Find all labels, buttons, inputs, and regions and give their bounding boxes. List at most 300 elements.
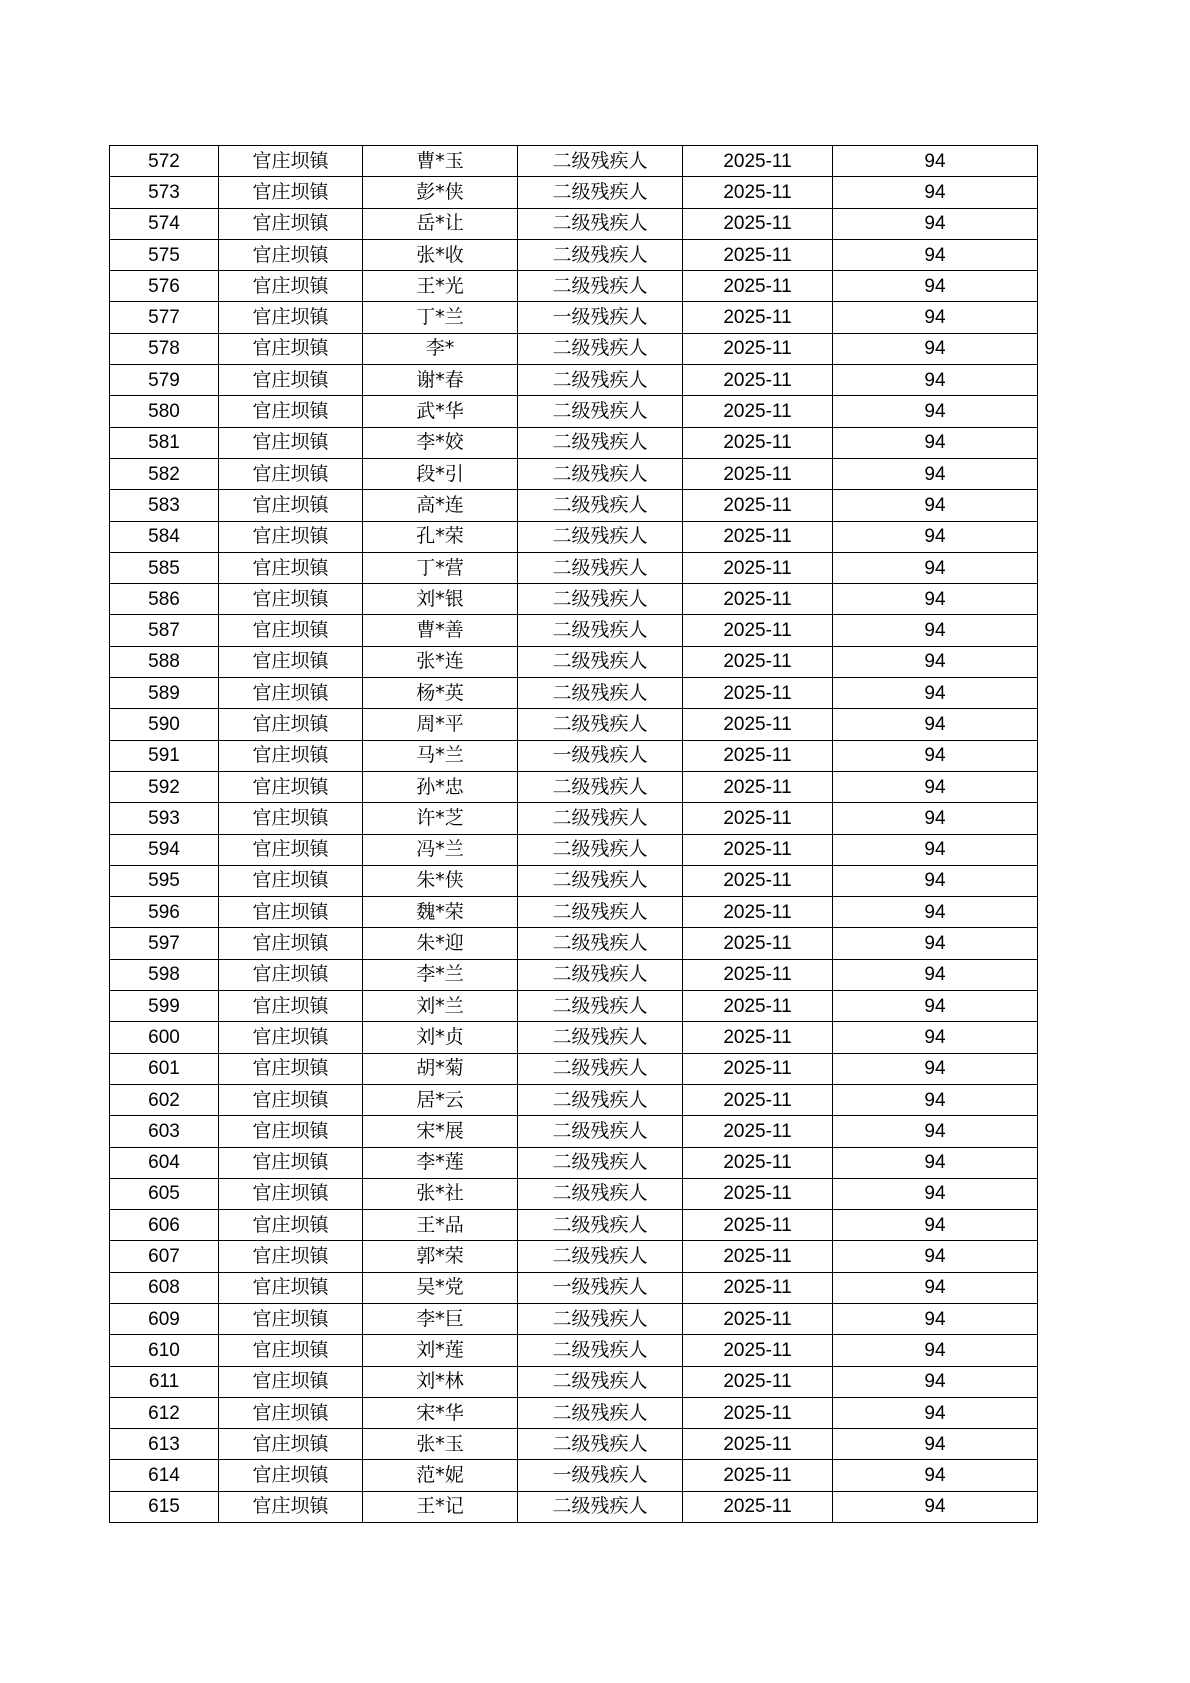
amount-cell: 94 bbox=[833, 1116, 1038, 1147]
row-number-cell: 578 bbox=[110, 333, 219, 364]
row-number-cell: 600 bbox=[110, 1022, 219, 1053]
month-cell: 2025-11 bbox=[683, 1084, 833, 1115]
row-number-cell: 613 bbox=[110, 1429, 219, 1460]
disability-level-cell: 二级残疾人 bbox=[518, 490, 683, 521]
name-cell: 马*兰 bbox=[363, 740, 518, 771]
row-number-cell: 591 bbox=[110, 740, 219, 771]
month-cell: 2025-11 bbox=[683, 239, 833, 270]
month-cell: 2025-11 bbox=[683, 959, 833, 990]
amount-cell: 94 bbox=[833, 740, 1038, 771]
amount-cell: 94 bbox=[833, 396, 1038, 427]
name-cell: 许*芝 bbox=[363, 803, 518, 834]
disability-level-cell: 二级残疾人 bbox=[518, 584, 683, 615]
name-cell: 刘*银 bbox=[363, 584, 518, 615]
town-cell: 官庄坝镇 bbox=[219, 1022, 363, 1053]
table-row bbox=[110, 897, 1038, 928]
name-cell: 张*连 bbox=[363, 646, 518, 677]
disability-level-cell: 二级残疾人 bbox=[518, 615, 683, 646]
month-cell: 2025-11 bbox=[683, 365, 833, 396]
table-row bbox=[110, 646, 1038, 677]
row-number-cell: 589 bbox=[110, 678, 219, 709]
disability-level-cell: 二级残疾人 bbox=[518, 271, 683, 302]
town-cell: 官庄坝镇 bbox=[219, 897, 363, 928]
table-row bbox=[110, 239, 1038, 270]
table-row bbox=[110, 584, 1038, 615]
month-cell: 2025-11 bbox=[683, 709, 833, 740]
month-cell: 2025-11 bbox=[683, 834, 833, 865]
town-cell: 官庄坝镇 bbox=[219, 740, 363, 771]
table-row bbox=[110, 1460, 1038, 1491]
town-cell: 官庄坝镇 bbox=[219, 208, 363, 239]
disability-level-cell: 二级残疾人 bbox=[518, 1053, 683, 1084]
disability-level-cell: 二级残疾人 bbox=[518, 1397, 683, 1428]
disability-level-cell: 二级残疾人 bbox=[518, 865, 683, 896]
name-cell: 周*平 bbox=[363, 709, 518, 740]
amount-cell: 94 bbox=[833, 1241, 1038, 1272]
disability-level-cell: 二级残疾人 bbox=[518, 834, 683, 865]
town-cell: 官庄坝镇 bbox=[219, 1178, 363, 1209]
table-row bbox=[110, 678, 1038, 709]
town-cell: 官庄坝镇 bbox=[219, 615, 363, 646]
disability-level-cell: 二级残疾人 bbox=[518, 521, 683, 552]
month-cell: 2025-11 bbox=[683, 1116, 833, 1147]
row-number-cell: 586 bbox=[110, 584, 219, 615]
disability-level-cell: 二级残疾人 bbox=[518, 333, 683, 364]
month-cell: 2025-11 bbox=[683, 1335, 833, 1366]
table-row bbox=[110, 803, 1038, 834]
row-number-cell: 580 bbox=[110, 396, 219, 427]
amount-cell: 94 bbox=[833, 1084, 1038, 1115]
town-cell: 官庄坝镇 bbox=[219, 490, 363, 521]
amount-cell: 94 bbox=[833, 959, 1038, 990]
row-number-cell: 579 bbox=[110, 365, 219, 396]
town-cell: 官庄坝镇 bbox=[219, 584, 363, 615]
amount-cell: 94 bbox=[833, 584, 1038, 615]
amount-cell: 94 bbox=[833, 678, 1038, 709]
name-cell: 居*云 bbox=[363, 1084, 518, 1115]
row-number-cell: 611 bbox=[110, 1366, 219, 1397]
town-cell: 官庄坝镇 bbox=[219, 678, 363, 709]
name-cell: 李*姣 bbox=[363, 427, 518, 458]
disability-level-cell: 一级残疾人 bbox=[518, 302, 683, 333]
row-number-cell: 575 bbox=[110, 239, 219, 270]
row-number-cell: 603 bbox=[110, 1116, 219, 1147]
row-number-cell: 573 bbox=[110, 177, 219, 208]
name-cell: 李*巨 bbox=[363, 1303, 518, 1334]
table-row bbox=[110, 1397, 1038, 1428]
row-number-cell: 610 bbox=[110, 1335, 219, 1366]
month-cell: 2025-11 bbox=[683, 678, 833, 709]
table-row bbox=[110, 1147, 1038, 1178]
disability-level-cell: 二级残疾人 bbox=[518, 458, 683, 489]
disability-level-cell: 二级残疾人 bbox=[518, 177, 683, 208]
table-row bbox=[110, 865, 1038, 896]
town-cell: 官庄坝镇 bbox=[219, 928, 363, 959]
month-cell: 2025-11 bbox=[683, 552, 833, 583]
name-cell: 朱*迎 bbox=[363, 928, 518, 959]
name-cell: 段*引 bbox=[363, 458, 518, 489]
row-number-cell: 577 bbox=[110, 302, 219, 333]
amount-cell: 94 bbox=[833, 865, 1038, 896]
table-row bbox=[110, 177, 1038, 208]
name-cell: 吴*党 bbox=[363, 1272, 518, 1303]
disability-level-cell: 二级残疾人 bbox=[518, 552, 683, 583]
month-cell: 2025-11 bbox=[683, 1303, 833, 1334]
amount-cell: 94 bbox=[833, 552, 1038, 583]
town-cell: 官庄坝镇 bbox=[219, 365, 363, 396]
disability-level-cell: 二级残疾人 bbox=[518, 1116, 683, 1147]
name-cell: 李* bbox=[363, 333, 518, 364]
name-cell: 丁*营 bbox=[363, 552, 518, 583]
town-cell: 官庄坝镇 bbox=[219, 1147, 363, 1178]
month-cell: 2025-11 bbox=[683, 1429, 833, 1460]
row-number-cell: 601 bbox=[110, 1053, 219, 1084]
disability-level-cell: 二级残疾人 bbox=[518, 1084, 683, 1115]
town-cell: 官庄坝镇 bbox=[219, 709, 363, 740]
town-cell: 官庄坝镇 bbox=[219, 865, 363, 896]
row-number-cell: 606 bbox=[110, 1210, 219, 1241]
table-row bbox=[110, 1241, 1038, 1272]
town-cell: 官庄坝镇 bbox=[219, 302, 363, 333]
name-cell: 朱*侠 bbox=[363, 865, 518, 896]
town-cell: 官庄坝镇 bbox=[219, 521, 363, 552]
month-cell: 2025-11 bbox=[683, 396, 833, 427]
amount-cell: 94 bbox=[833, 1210, 1038, 1241]
amount-cell: 94 bbox=[833, 1366, 1038, 1397]
month-cell: 2025-11 bbox=[683, 740, 833, 771]
table-row bbox=[110, 1272, 1038, 1303]
month-cell: 2025-11 bbox=[683, 1366, 833, 1397]
town-cell: 官庄坝镇 bbox=[219, 239, 363, 270]
town-cell: 官庄坝镇 bbox=[219, 458, 363, 489]
table-row bbox=[110, 834, 1038, 865]
table-row bbox=[110, 1116, 1038, 1147]
town-cell: 官庄坝镇 bbox=[219, 1272, 363, 1303]
row-number-cell: 585 bbox=[110, 552, 219, 583]
disability-level-cell: 二级残疾人 bbox=[518, 959, 683, 990]
month-cell: 2025-11 bbox=[683, 1272, 833, 1303]
table-row bbox=[110, 709, 1038, 740]
town-cell: 官庄坝镇 bbox=[219, 1397, 363, 1428]
town-cell: 官庄坝镇 bbox=[219, 396, 363, 427]
amount-cell: 94 bbox=[833, 615, 1038, 646]
amount-cell: 94 bbox=[833, 1429, 1038, 1460]
month-cell: 2025-11 bbox=[683, 427, 833, 458]
name-cell: 孙*忠 bbox=[363, 771, 518, 802]
month-cell: 2025-11 bbox=[683, 302, 833, 333]
month-cell: 2025-11 bbox=[683, 1460, 833, 1491]
disability-level-cell: 二级残疾人 bbox=[518, 396, 683, 427]
month-cell: 2025-11 bbox=[683, 1178, 833, 1209]
name-cell: 杨*英 bbox=[363, 678, 518, 709]
table-row bbox=[110, 396, 1038, 427]
name-cell: 胡*菊 bbox=[363, 1053, 518, 1084]
month-cell: 2025-11 bbox=[683, 458, 833, 489]
table-row bbox=[110, 1022, 1038, 1053]
month-cell: 2025-11 bbox=[683, 271, 833, 302]
name-cell: 曹*玉 bbox=[363, 146, 518, 177]
month-cell: 2025-11 bbox=[683, 1147, 833, 1178]
row-number-cell: 574 bbox=[110, 208, 219, 239]
month-cell: 2025-11 bbox=[683, 1397, 833, 1428]
month-cell: 2025-11 bbox=[683, 1053, 833, 1084]
town-cell: 官庄坝镇 bbox=[219, 177, 363, 208]
amount-cell: 94 bbox=[833, 1178, 1038, 1209]
table-row bbox=[110, 771, 1038, 802]
table-body bbox=[110, 146, 1038, 1523]
month-cell: 2025-11 bbox=[683, 865, 833, 896]
amount-cell: 94 bbox=[833, 239, 1038, 270]
month-cell: 2025-11 bbox=[683, 584, 833, 615]
amount-cell: 94 bbox=[833, 427, 1038, 458]
amount-cell: 94 bbox=[833, 177, 1038, 208]
amount-cell: 94 bbox=[833, 146, 1038, 177]
amount-cell: 94 bbox=[833, 271, 1038, 302]
disability-level-cell: 二级残疾人 bbox=[518, 365, 683, 396]
row-number-cell: 615 bbox=[110, 1491, 219, 1522]
name-cell: 宋*华 bbox=[363, 1397, 518, 1428]
amount-cell: 94 bbox=[833, 709, 1038, 740]
name-cell: 谢*春 bbox=[363, 365, 518, 396]
town-cell: 官庄坝镇 bbox=[219, 333, 363, 364]
town-cell: 官庄坝镇 bbox=[219, 1116, 363, 1147]
town-cell: 官庄坝镇 bbox=[219, 959, 363, 990]
town-cell: 官庄坝镇 bbox=[219, 1210, 363, 1241]
town-cell: 官庄坝镇 bbox=[219, 1303, 363, 1334]
table-row bbox=[110, 271, 1038, 302]
month-cell: 2025-11 bbox=[683, 177, 833, 208]
table-row bbox=[110, 490, 1038, 521]
town-cell: 官庄坝镇 bbox=[219, 803, 363, 834]
name-cell: 张*社 bbox=[363, 1178, 518, 1209]
name-cell: 王*品 bbox=[363, 1210, 518, 1241]
amount-cell: 94 bbox=[833, 1303, 1038, 1334]
disability-level-cell: 二级残疾人 bbox=[518, 709, 683, 740]
month-cell: 2025-11 bbox=[683, 897, 833, 928]
table-row bbox=[110, 928, 1038, 959]
row-number-cell: 592 bbox=[110, 771, 219, 802]
disability-level-cell: 二级残疾人 bbox=[518, 1429, 683, 1460]
disability-level-cell: 二级残疾人 bbox=[518, 1210, 683, 1241]
row-number-cell: 572 bbox=[110, 146, 219, 177]
table-row bbox=[110, 1366, 1038, 1397]
amount-cell: 94 bbox=[833, 1147, 1038, 1178]
row-number-cell: 590 bbox=[110, 709, 219, 740]
table-row bbox=[110, 1053, 1038, 1084]
disability-level-cell: 二级残疾人 bbox=[518, 1366, 683, 1397]
disability-level-cell: 二级残疾人 bbox=[518, 1178, 683, 1209]
disability-level-cell: 二级残疾人 bbox=[518, 678, 683, 709]
disability-level-cell: 二级残疾人 bbox=[518, 991, 683, 1022]
row-number-cell: 607 bbox=[110, 1241, 219, 1272]
town-cell: 官庄坝镇 bbox=[219, 427, 363, 458]
amount-cell: 94 bbox=[833, 521, 1038, 552]
table-row bbox=[110, 1335, 1038, 1366]
row-number-cell: 587 bbox=[110, 615, 219, 646]
name-cell: 王*光 bbox=[363, 271, 518, 302]
disability-level-cell: 二级残疾人 bbox=[518, 1303, 683, 1334]
table-row bbox=[110, 1178, 1038, 1209]
row-number-cell: 614 bbox=[110, 1460, 219, 1491]
row-number-cell: 602 bbox=[110, 1084, 219, 1115]
table-row bbox=[110, 427, 1038, 458]
amount-cell: 94 bbox=[833, 1053, 1038, 1084]
row-number-cell: 597 bbox=[110, 928, 219, 959]
name-cell: 宋*展 bbox=[363, 1116, 518, 1147]
name-cell: 刘*莲 bbox=[363, 1335, 518, 1366]
disability-level-cell: 二级残疾人 bbox=[518, 146, 683, 177]
disability-level-cell: 二级残疾人 bbox=[518, 928, 683, 959]
row-number-cell: 604 bbox=[110, 1147, 219, 1178]
month-cell: 2025-11 bbox=[683, 1210, 833, 1241]
town-cell: 官庄坝镇 bbox=[219, 146, 363, 177]
table-row bbox=[110, 146, 1038, 177]
row-number-cell: 599 bbox=[110, 991, 219, 1022]
row-number-cell: 588 bbox=[110, 646, 219, 677]
name-cell: 刘*林 bbox=[363, 1366, 518, 1397]
disability-level-cell: 二级残疾人 bbox=[518, 208, 683, 239]
amount-cell: 94 bbox=[833, 1491, 1038, 1522]
amount-cell: 94 bbox=[833, 458, 1038, 489]
town-cell: 官庄坝镇 bbox=[219, 646, 363, 677]
name-cell: 张*收 bbox=[363, 239, 518, 270]
disability-level-cell: 二级残疾人 bbox=[518, 803, 683, 834]
table-row bbox=[110, 552, 1038, 583]
disability-level-cell: 二级残疾人 bbox=[518, 1241, 683, 1272]
name-cell: 魏*荣 bbox=[363, 897, 518, 928]
disability-level-cell: 二级残疾人 bbox=[518, 427, 683, 458]
town-cell: 官庄坝镇 bbox=[219, 271, 363, 302]
row-number-cell: 594 bbox=[110, 834, 219, 865]
row-number-cell: 582 bbox=[110, 458, 219, 489]
name-cell: 高*连 bbox=[363, 490, 518, 521]
name-cell: 范*妮 bbox=[363, 1460, 518, 1491]
town-cell: 官庄坝镇 bbox=[219, 834, 363, 865]
town-cell: 官庄坝镇 bbox=[219, 1084, 363, 1115]
table-row bbox=[110, 208, 1038, 239]
row-number-cell: 605 bbox=[110, 1178, 219, 1209]
row-number-cell: 608 bbox=[110, 1272, 219, 1303]
row-number-cell: 584 bbox=[110, 521, 219, 552]
table-row bbox=[110, 521, 1038, 552]
disability-level-cell: 二级残疾人 bbox=[518, 771, 683, 802]
row-number-cell: 609 bbox=[110, 1303, 219, 1334]
table-row bbox=[110, 458, 1038, 489]
table-row bbox=[110, 1084, 1038, 1115]
name-cell: 李*莲 bbox=[363, 1147, 518, 1178]
amount-cell: 94 bbox=[833, 333, 1038, 364]
disability-level-cell: 二级残疾人 bbox=[518, 646, 683, 677]
row-number-cell: 576 bbox=[110, 271, 219, 302]
month-cell: 2025-11 bbox=[683, 991, 833, 1022]
name-cell: 丁*兰 bbox=[363, 302, 518, 333]
disability-level-cell: 二级残疾人 bbox=[518, 897, 683, 928]
name-cell: 武*华 bbox=[363, 396, 518, 427]
town-cell: 官庄坝镇 bbox=[219, 1241, 363, 1272]
row-number-cell: 593 bbox=[110, 803, 219, 834]
month-cell: 2025-11 bbox=[683, 615, 833, 646]
disability-subsidy-table bbox=[109, 145, 1038, 1523]
month-cell: 2025-11 bbox=[683, 928, 833, 959]
month-cell: 2025-11 bbox=[683, 771, 833, 802]
month-cell: 2025-11 bbox=[683, 146, 833, 177]
amount-cell: 94 bbox=[833, 803, 1038, 834]
name-cell: 彭*侠 bbox=[363, 177, 518, 208]
row-number-cell: 598 bbox=[110, 959, 219, 990]
row-number-cell: 581 bbox=[110, 427, 219, 458]
disability-level-cell: 一级残疾人 bbox=[518, 740, 683, 771]
table-row bbox=[110, 615, 1038, 646]
month-cell: 2025-11 bbox=[683, 1022, 833, 1053]
table-row bbox=[110, 302, 1038, 333]
name-cell: 岳*让 bbox=[363, 208, 518, 239]
amount-cell: 94 bbox=[833, 1022, 1038, 1053]
town-cell: 官庄坝镇 bbox=[219, 1335, 363, 1366]
name-cell: 王*记 bbox=[363, 1491, 518, 1522]
town-cell: 官庄坝镇 bbox=[219, 1460, 363, 1491]
month-cell: 2025-11 bbox=[683, 333, 833, 364]
table-row bbox=[110, 1491, 1038, 1522]
name-cell: 郭*荣 bbox=[363, 1241, 518, 1272]
month-cell: 2025-11 bbox=[683, 1491, 833, 1522]
table-row bbox=[110, 991, 1038, 1022]
disability-level-cell: 二级残疾人 bbox=[518, 1147, 683, 1178]
month-cell: 2025-11 bbox=[683, 1241, 833, 1272]
name-cell: 张*玉 bbox=[363, 1429, 518, 1460]
disability-level-cell: 二级残疾人 bbox=[518, 239, 683, 270]
table-row bbox=[110, 333, 1038, 364]
name-cell: 冯*兰 bbox=[363, 834, 518, 865]
row-number-cell: 612 bbox=[110, 1397, 219, 1428]
row-number-cell: 596 bbox=[110, 897, 219, 928]
table-row bbox=[110, 959, 1038, 990]
amount-cell: 94 bbox=[833, 1335, 1038, 1366]
table-row bbox=[110, 1303, 1038, 1334]
amount-cell: 94 bbox=[833, 897, 1038, 928]
amount-cell: 94 bbox=[833, 646, 1038, 677]
town-cell: 官庄坝镇 bbox=[219, 1491, 363, 1522]
month-cell: 2025-11 bbox=[683, 521, 833, 552]
amount-cell: 94 bbox=[833, 365, 1038, 396]
table-row bbox=[110, 1429, 1038, 1460]
month-cell: 2025-11 bbox=[683, 803, 833, 834]
amount-cell: 94 bbox=[833, 928, 1038, 959]
town-cell: 官庄坝镇 bbox=[219, 1053, 363, 1084]
amount-cell: 94 bbox=[833, 490, 1038, 521]
town-cell: 官庄坝镇 bbox=[219, 1366, 363, 1397]
table-row bbox=[110, 740, 1038, 771]
name-cell: 曹*善 bbox=[363, 615, 518, 646]
month-cell: 2025-11 bbox=[683, 646, 833, 677]
amount-cell: 94 bbox=[833, 1460, 1038, 1491]
row-number-cell: 583 bbox=[110, 490, 219, 521]
amount-cell: 94 bbox=[833, 302, 1038, 333]
town-cell: 官庄坝镇 bbox=[219, 1429, 363, 1460]
town-cell: 官庄坝镇 bbox=[219, 552, 363, 583]
disability-level-cell: 二级残疾人 bbox=[518, 1491, 683, 1522]
month-cell: 2025-11 bbox=[683, 208, 833, 239]
amount-cell: 94 bbox=[833, 1272, 1038, 1303]
disability-level-cell: 一级残疾人 bbox=[518, 1460, 683, 1491]
amount-cell: 94 bbox=[833, 1397, 1038, 1428]
month-cell: 2025-11 bbox=[683, 490, 833, 521]
disability-level-cell: 一级残疾人 bbox=[518, 1272, 683, 1303]
town-cell: 官庄坝镇 bbox=[219, 771, 363, 802]
name-cell: 刘*兰 bbox=[363, 991, 518, 1022]
amount-cell: 94 bbox=[833, 208, 1038, 239]
table-row bbox=[110, 365, 1038, 396]
name-cell: 孔*荣 bbox=[363, 521, 518, 552]
